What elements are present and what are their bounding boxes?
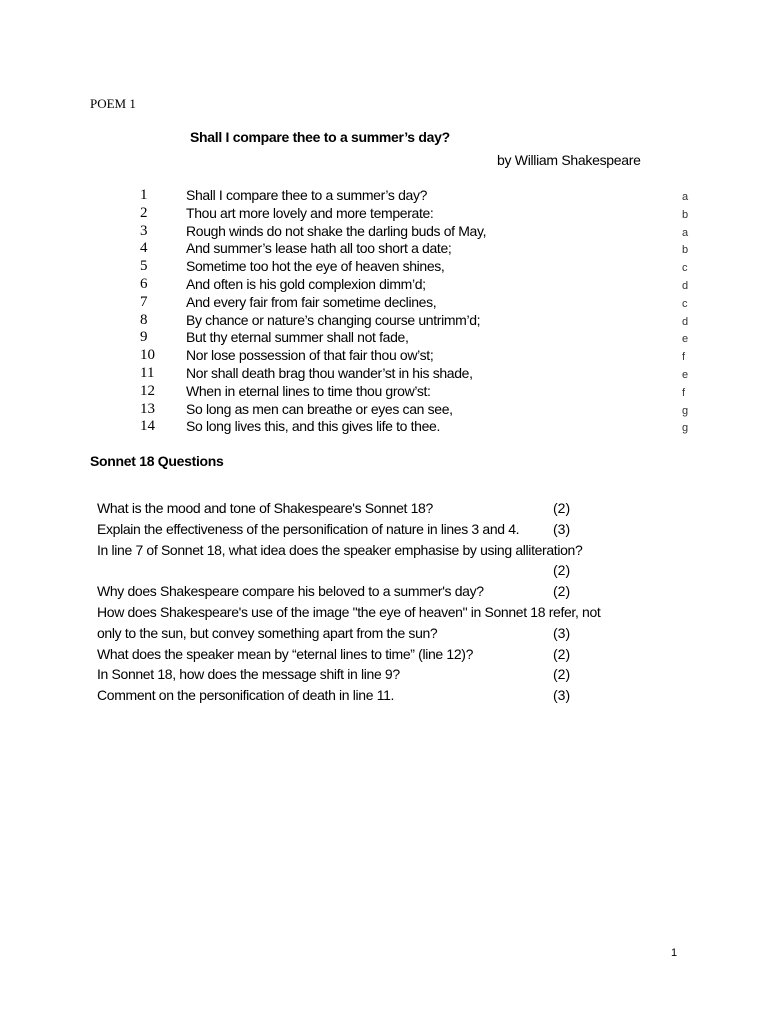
line-text: Sometime too hot the eye of heaven shines,	[186, 258, 445, 275]
line-number: 2	[140, 204, 148, 221]
line-number: 7	[140, 293, 148, 310]
rhyme-scheme-letter: f	[682, 386, 686, 399]
rhyme-scheme-letter: a	[682, 191, 689, 203]
poem-line	[0, 401, 768, 419]
rhyme-scheme-letter: g	[682, 422, 689, 435]
question-marks: (3)	[553, 520, 571, 537]
line-number: 1	[140, 187, 148, 203]
line-number: 12	[140, 382, 155, 399]
question-row	[0, 602, 768, 623]
line-text: Shall I compare thee to a summer’s day?	[186, 187, 428, 203]
rhyme-scheme-letter: b	[682, 208, 689, 221]
line-text: Rough winds do not shake the darling buds of May,	[186, 222, 487, 239]
poem-line	[0, 329, 768, 347]
poem-line	[0, 312, 768, 330]
question-text: Explain the effectiveness of the personification of nature in lines 3 and 4.	[97, 520, 520, 537]
line-text: And every fair from fair sometime declines,	[186, 293, 437, 310]
poem-line	[0, 347, 768, 365]
question-marks: (2)	[553, 645, 571, 662]
question-text: Why does Shakespeare compare his beloved to a summer's day?	[97, 583, 484, 600]
rhyme-scheme-letter: g	[682, 404, 689, 417]
line-text: When in eternal lines to time thou grow’st:	[186, 382, 431, 399]
rhyme-scheme-letter: d	[682, 279, 689, 292]
rhyme-scheme-letter: e	[682, 333, 689, 346]
line-text: So long lives this, and this gives life to thee.	[186, 418, 441, 435]
line-number: 10	[140, 347, 155, 364]
rhyme-scheme-letter: e	[682, 368, 689, 381]
line-number: 4	[140, 240, 148, 257]
question-marks: (3)	[553, 687, 571, 704]
line-text: Nor lose possession of that fair thou ow’st;	[186, 347, 434, 364]
question-text: Comment on the personification of death in line 11.	[97, 687, 395, 704]
line-text: But thy eternal summer shall not fade,	[186, 329, 409, 346]
poem-line	[0, 365, 768, 383]
poem-line	[0, 383, 768, 401]
question-text: What does the speaker mean by “eternal lines to time” (line 12)?	[97, 645, 474, 662]
line-number: 6	[140, 275, 148, 292]
rhyme-scheme-letter: f	[682, 351, 686, 364]
poem-lines	[0, 187, 768, 436]
question-text: only to the sun, but convey something apart from the sun?	[97, 624, 438, 641]
question-text: What is the mood and tone of Shakespeare's Sonnet 18?	[97, 500, 433, 516]
poem-line	[0, 205, 768, 223]
question-row	[0, 560, 768, 581]
line-number: 3	[140, 222, 148, 239]
line-text: Thou art more lovely and more temperate:	[186, 204, 434, 221]
poem-line	[0, 240, 768, 258]
question-row	[0, 540, 768, 561]
rhyme-scheme-letter: a	[682, 226, 689, 239]
question-row	[0, 664, 768, 685]
question-text: In line 7 of Sonnet 18, what idea does the speaker emphasise by using alliteration?	[97, 541, 583, 558]
question-row	[0, 519, 768, 540]
rhyme-scheme-letter: d	[682, 315, 689, 328]
line-number: 11	[140, 364, 155, 381]
line-text: By chance or nature’s changing course untrimm’d;	[186, 311, 481, 328]
rhyme-scheme-letter: c	[682, 262, 688, 275]
question-text: In Sonnet 18, how does the message shift in line 9?	[97, 666, 400, 683]
question-marks: (3)	[553, 624, 571, 641]
line-text: And summer’s lease hath all too short a date;	[186, 240, 452, 257]
poem-line	[0, 418, 768, 436]
questions-list	[0, 498, 768, 706]
rhyme-scheme-letter: b	[682, 244, 689, 257]
line-number: 8	[140, 311, 148, 328]
line-text: Nor shall death brag thou wander’st in his shade,	[186, 364, 473, 381]
rhyme-scheme-letter: c	[682, 297, 688, 310]
question-row	[0, 685, 768, 706]
questions-heading: Sonnet 18 Questions	[90, 453, 224, 469]
poem-line	[0, 276, 768, 294]
poem-label: POEM 1	[90, 96, 136, 111]
question-marks: (2)	[553, 500, 571, 516]
page-number: 1	[671, 947, 678, 959]
line-number: 14	[140, 418, 155, 435]
poem-line	[0, 294, 768, 312]
question-text: How does Shakespeare's use of the image "the eye of heaven" in Sonnet 18 refer, not	[97, 603, 601, 620]
poem-line	[0, 258, 768, 276]
question-marks: (2)	[553, 562, 571, 579]
question-row	[0, 623, 768, 644]
question-row	[0, 581, 768, 602]
question-row	[0, 644, 768, 665]
line-number: 9	[140, 329, 148, 346]
poem-line	[0, 187, 768, 205]
poem-title: Shall I compare thee to a summer’s day?	[190, 129, 450, 145]
poem-author: by William Shakespeare	[497, 152, 641, 168]
question-row	[0, 498, 768, 519]
line-text: And often is his gold complexion dimm’d;	[186, 275, 426, 292]
line-text: So long as men can breathe or eyes can see,	[186, 400, 453, 417]
line-number: 5	[140, 258, 148, 275]
question-marks: (2)	[553, 666, 571, 683]
line-number: 13	[140, 400, 155, 417]
question-marks: (2)	[553, 583, 571, 600]
poem-line	[0, 223, 768, 241]
